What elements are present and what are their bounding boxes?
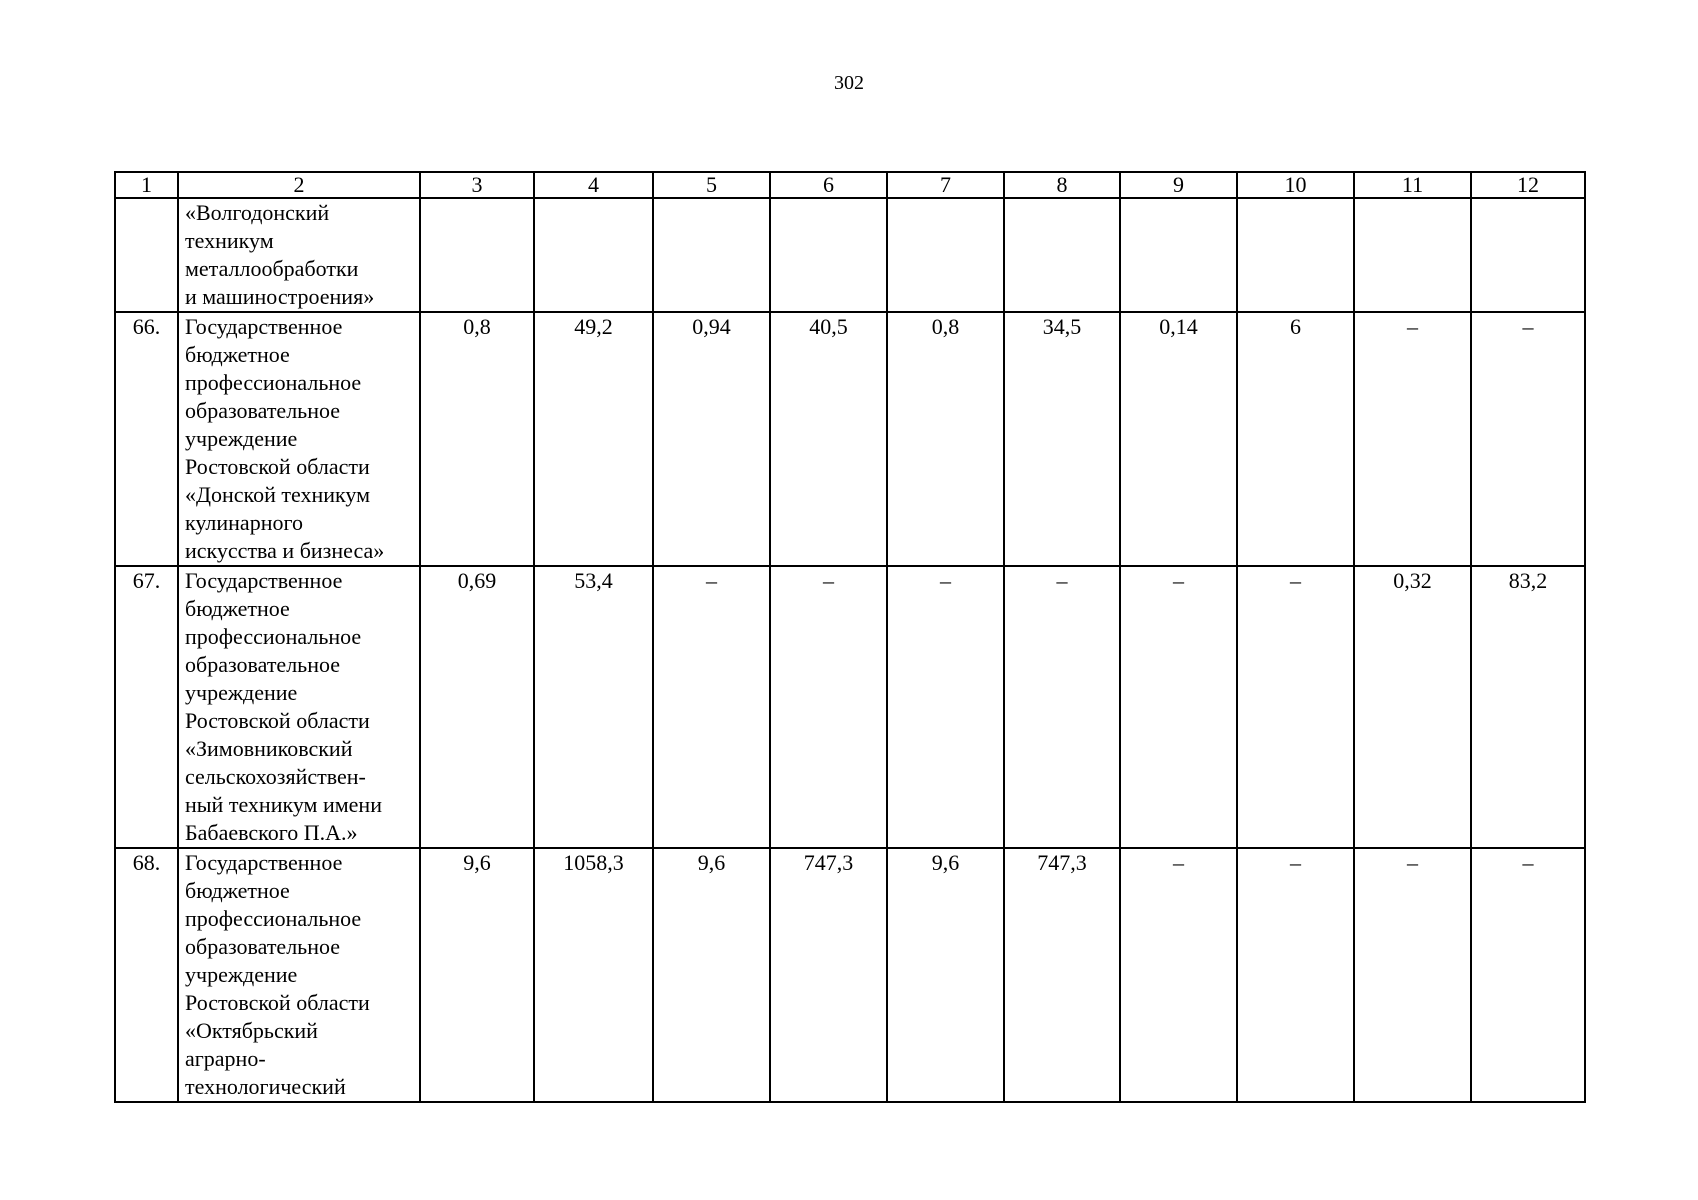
institution-name-line: учреждение <box>185 426 298 451</box>
value-cell: 0,32 <box>1354 566 1471 848</box>
institution-name-line: кулинарного <box>185 510 303 535</box>
table-row <box>115 848 1585 1102</box>
institution-name-line: профессиональное <box>185 906 362 931</box>
institution-name-line: образовательное <box>185 652 341 677</box>
institution-name <box>178 848 420 1102</box>
value-cell <box>887 198 1004 312</box>
value-cell: 83,2 <box>1471 566 1585 848</box>
institution-name-line: бюджетное <box>185 878 290 903</box>
value-cell: – <box>1120 848 1237 1102</box>
value-cell <box>770 198 887 312</box>
column-header: 4 <box>534 172 653 198</box>
column-header: 10 <box>1237 172 1354 198</box>
value-cell: 49,2 <box>534 312 653 566</box>
header-row <box>115 172 1585 198</box>
value-cell <box>1120 198 1237 312</box>
row-number: 67. <box>115 566 178 848</box>
institution-name-line: бюджетное <box>185 342 290 367</box>
value-cell: 6 <box>1237 312 1354 566</box>
institution-name <box>178 198 420 312</box>
institution-name-line: Ростовской области <box>185 708 370 733</box>
table-row <box>115 566 1585 848</box>
value-cell: 747,3 <box>770 848 887 1102</box>
institution-name-line: Государственное <box>185 314 343 339</box>
value-cell: 0,8 <box>420 312 534 566</box>
institution-name-line: Бабаевского П.А.» <box>185 820 358 845</box>
value-cell: – <box>653 566 770 848</box>
column-header: 3 <box>420 172 534 198</box>
column-header: 2 <box>178 172 420 198</box>
column-header: 7 <box>887 172 1004 198</box>
value-cell: – <box>1237 566 1354 848</box>
institution-name-line: образовательное <box>185 398 341 423</box>
institution-name-line: «Волгодонский <box>185 200 330 225</box>
institution-name-line: «Октябрьский <box>185 1018 318 1043</box>
institution-name-line: Ростовской области <box>185 990 370 1015</box>
institution-name-line: учреждение <box>185 680 298 705</box>
column-header: 6 <box>770 172 887 198</box>
value-cell <box>1237 198 1354 312</box>
data-table <box>114 171 1586 1103</box>
institution-name-line: Государственное <box>185 568 343 593</box>
institution-name-line: технологический <box>185 1074 346 1099</box>
institution-name-line: и машиностроения» <box>185 284 375 309</box>
institution-name-line: профессиональное <box>185 624 362 649</box>
value-cell <box>1354 198 1471 312</box>
value-cell: – <box>1354 312 1471 566</box>
institution-name-line: образовательное <box>185 934 341 959</box>
institution-name-line: Ростовской области <box>185 454 370 479</box>
value-cell: 9,6 <box>887 848 1004 1102</box>
row-number: 68. <box>115 848 178 1102</box>
value-cell: – <box>770 566 887 848</box>
column-header: 5 <box>653 172 770 198</box>
value-cell: 0,8 <box>887 312 1004 566</box>
institution-name-line: «Зимовниковский <box>185 736 353 761</box>
value-cell: 9,6 <box>420 848 534 1102</box>
column-header: 8 <box>1004 172 1120 198</box>
institution-name-line: профессиональное <box>185 370 362 395</box>
institution-name-line: учреждение <box>185 962 298 987</box>
value-cell: 0,94 <box>653 312 770 566</box>
value-cell <box>534 198 653 312</box>
value-cell: 53,4 <box>534 566 653 848</box>
value-cell <box>1004 198 1120 312</box>
value-cell: 40,5 <box>770 312 887 566</box>
value-cell: – <box>1354 848 1471 1102</box>
institution-name <box>178 566 420 848</box>
value-cell <box>420 198 534 312</box>
value-cell: – <box>1004 566 1120 848</box>
table-row <box>115 312 1585 566</box>
column-header: 9 <box>1120 172 1237 198</box>
page-number: 302 <box>834 72 864 94</box>
value-cell: 747,3 <box>1004 848 1120 1102</box>
institution-name-line: ный техникум имени <box>185 792 382 817</box>
value-cell: – <box>1471 312 1585 566</box>
institution-name-line: металлообработки <box>185 256 359 281</box>
column-header: 12 <box>1471 172 1585 198</box>
institution-name-line: Государственное <box>185 850 343 875</box>
value-cell: 1058,3 <box>534 848 653 1102</box>
row-number <box>115 198 178 312</box>
value-cell: 9,6 <box>653 848 770 1102</box>
table-row <box>115 198 1585 312</box>
column-header: 1 <box>115 172 178 198</box>
value-cell <box>653 198 770 312</box>
value-cell: – <box>1471 848 1585 1102</box>
column-header: 11 <box>1354 172 1471 198</box>
value-cell: 0,69 <box>420 566 534 848</box>
institution-name-line: аграрно- <box>185 1046 266 1071</box>
institution-name-line: «Донской техникум <box>185 482 371 507</box>
institution-name-line: бюджетное <box>185 596 290 621</box>
value-cell: – <box>887 566 1004 848</box>
value-cell <box>1471 198 1585 312</box>
value-cell: – <box>1120 566 1237 848</box>
value-cell: 34,5 <box>1004 312 1120 566</box>
institution-name-line: техникум <box>185 228 274 253</box>
value-cell: – <box>1237 848 1354 1102</box>
institution-name <box>178 312 420 566</box>
institution-name-line: сельскохозяйствен- <box>185 764 366 789</box>
value-cell: 0,14 <box>1120 312 1237 566</box>
row-number: 66. <box>115 312 178 566</box>
institution-name-line: искусства и бизнеса» <box>185 538 385 563</box>
